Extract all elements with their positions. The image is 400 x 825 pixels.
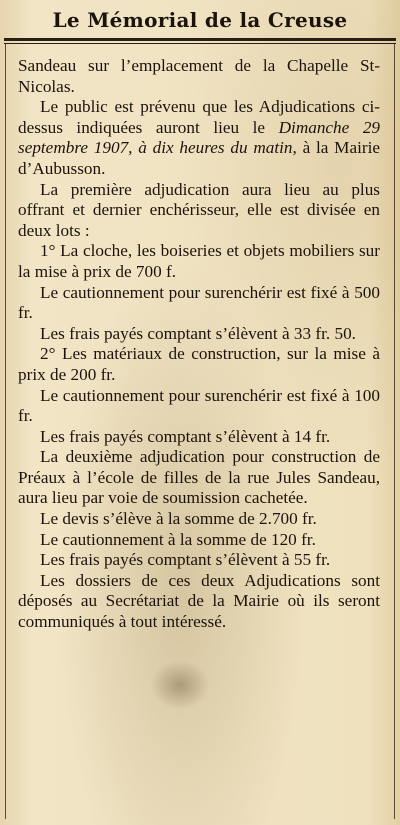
article-body xyxy=(18,56,380,633)
paragraph: Le cautionnement à la somme de 120 fr. xyxy=(40,529,316,549)
paragraph: La deuxième adjudication pour construction de Préaux à l’école de filles de la rue Jules Sandeau, aura lieu par voie de soumission cachetée. xyxy=(18,447,380,508)
paragraph: Les frais payés comptant s’élèvent à 14 fr. xyxy=(40,426,331,446)
column-rule-right xyxy=(394,44,395,819)
paragraph-text: , à la Mairie d’Aubusson. xyxy=(18,138,380,178)
paragraph: Les frais payés comptant s’élèvent à 33 fr. 50. xyxy=(40,323,356,343)
paragraph: La première adjudication aura lieu au plus offrant et dernier enchérisseur, elle est divisée en deux lots : xyxy=(18,179,380,240)
paragraph: Le cautionnement pour surenchérir est fixé à 100 fr. xyxy=(18,385,380,426)
paragraph: Le cautionnement pour surenchérir est fixé à 500 fr. xyxy=(18,282,380,323)
paper-stain xyxy=(150,660,210,710)
paragraph: Le devis s’élève à la somme de 2.700 fr. xyxy=(40,509,317,529)
paragraph-text: Le public est prévenu que les Adjudications ci-dessus indiquées auront lieu le xyxy=(18,97,380,137)
paragraph: Sandeau sur l’emplacement de la Chapelle St-Nicolas. xyxy=(18,56,380,96)
header-rule-thin xyxy=(4,43,396,44)
paragraph-date xyxy=(18,97,380,179)
masthead-title: Le Mémorial de la Creuse xyxy=(52,8,348,32)
paragraph: 2° Les matériaux de construction, sur la mise à prix de 200 fr. xyxy=(18,344,380,384)
paragraph: Les frais payés comptant s’élèvent à 55 fr. xyxy=(40,550,331,570)
header-rule xyxy=(4,38,396,41)
paragraph: Les dossiers de ces deux Adjudications sont déposés au Secrétariat de la Mairie où ils seront communiqués à tout intéressé. xyxy=(18,570,380,632)
column-rule-left xyxy=(5,44,6,819)
auction-date: Dimanche 29 septembre 1907, à dix heures du matin xyxy=(18,117,381,158)
paragraph: 1° La cloche, les boiseries et objets mobiliers sur la mise à prix de 700 f. xyxy=(18,241,380,281)
